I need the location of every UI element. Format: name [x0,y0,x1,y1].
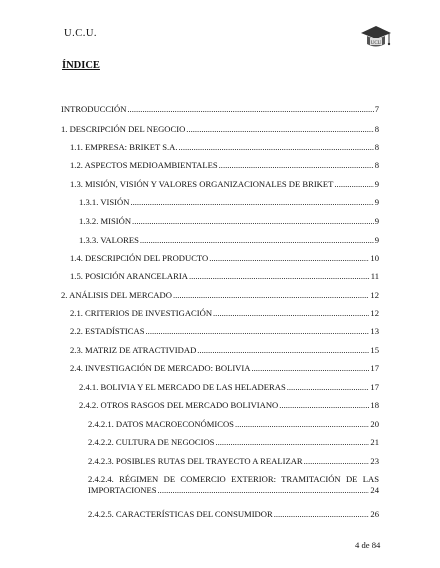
toc-entry-label: 1.4. DESCRIPCIÓN DEL PRODUCTO [70,253,209,263]
toc-entry-page: 13 [370,326,379,336]
graduation-cap-icon [360,24,392,50]
toc-entry[interactable] [70,326,379,337]
toc-entry[interactable] [79,400,379,411]
toc-entry[interactable] [61,124,379,135]
toc-entry-page: 8 [374,160,379,170]
toc-entry[interactable] [88,456,379,467]
toc-entry-label: 2.1. CRITERIOS DE INVESTIGACIÓN [70,308,213,318]
toc-entry[interactable] [79,235,379,246]
toc-entry-label: 2.2. ESTADÍSTICAS [70,326,145,336]
toc-entry-page: 17 [370,363,379,373]
toc-entry-label: 2.4.2. OTROS RASGOS DEL MERCADO BOLIVIANO [79,400,279,410]
toc-entry-label: 2.4.1. BOLIVIA Y EL MERCADO DE LAS HELADERAS [79,382,286,392]
toc-entry-label: 2.4.2.2. CULTURA DE NEGOCIOS [88,437,215,447]
toc-entry-page: 9 [374,235,379,245]
toc-entry-page: 9 [374,179,379,189]
svg-text:UCU: UCU [370,41,382,46]
toc-entry-label: 1. DESCRIPCIÓN DEL NEGOCIO [61,124,186,134]
toc-entry[interactable] [70,160,379,171]
toc-entry-page: 20 [370,419,379,429]
toc-entry[interactable] [88,474,379,496]
toc-entry-label: 2.4.2.1. DATOS MACROECONÓMICOS [88,419,234,429]
toc-entry[interactable] [88,509,379,520]
toc-entry-page: 8 [374,142,379,152]
toc-entry-label: 2.4.2.4. RÉGIMEN DE COMERCIO EXTERIOR: TRAMITACIÓN DE LAS [88,474,379,484]
toc-entry-page: 10 [370,253,379,263]
toc-entry-page: 8 [374,124,379,134]
toc-entry-label: 2.4. INVESTIGACIÓN DE MERCADO: BOLIVIA [70,363,251,373]
toc-entry-page: 9 [374,216,379,226]
toc-entry-page: 23 [370,456,379,466]
toc-entry[interactable] [79,216,379,227]
toc-entry-label-continued: IMPORTACIONES [88,485,157,495]
toc-entry-label: 1.3.2. MISIÓN [79,216,132,226]
toc-entry-page: 18 [370,400,379,410]
toc-entry-label: 1.5. POSICIÓN ARANCELARIA [70,271,188,281]
toc-entry-label: 1.3.3. VALORES [79,235,139,245]
toc-entry-page: 15 [370,345,379,355]
toc-entry[interactable] [88,437,379,448]
toc-entry-page: 17 [370,382,379,392]
toc-entry[interactable] [70,363,379,374]
page-number: 4 de 84 [355,540,381,550]
toc-entry-label: 2. ANÁLISIS DEL MERCADO [61,290,172,300]
toc-entry-label: 2.4.2.5. CARACTERÍSTICAS DEL CONSUMIDOR [88,509,273,519]
toc-entry-label: 2.4.2.3. POSIBLES RUTAS DEL TRAYECTO A REALIZAR [88,456,303,466]
toc-entry[interactable] [61,290,379,301]
toc-entry[interactable] [61,104,379,115]
toc-entry[interactable] [70,271,379,282]
header-title: U.C.U. [64,28,98,39]
toc-entry-page: 11 [370,271,379,281]
toc-entry-page: 9 [374,197,379,207]
toc-entry[interactable] [70,308,379,319]
toc-entry-label: 1.3. MISIÓN, VISIÓN Y VALORES ORGANIZACIONALES DE BRIKET [70,179,334,189]
toc-entry[interactable] [88,419,379,430]
toc-entry-page: 7 [374,104,379,114]
index-title: ÍNDICE [62,60,100,71]
toc-entry-label: INTRODUCCIÓN [61,104,127,114]
toc-entry-page: 26 [370,509,379,519]
toc-entry[interactable] [70,179,379,190]
toc-entry-label: 1.3.1. VISIÓN [79,197,130,207]
toc-entry-page: 12 [370,290,379,300]
toc-entry[interactable] [79,382,379,393]
toc-entry-label: 1.2. ASPECTOS MEDIOAMBIENTALES [70,160,218,170]
toc-entry-page: 21 [370,437,379,447]
toc-entry[interactable] [70,345,379,356]
toc-entry-page: 24 [370,485,379,495]
toc-entry[interactable] [79,197,379,208]
toc-entry-label: 2.3. MATRIZ DE ATRACTIVIDAD [70,345,197,355]
toc-entry[interactable] [70,253,379,264]
toc-entry-page: 12 [370,308,379,318]
toc-entry[interactable] [70,142,379,153]
toc-entry-label: 1.1. EMPRESA: BRIKET S.A. [70,142,178,152]
